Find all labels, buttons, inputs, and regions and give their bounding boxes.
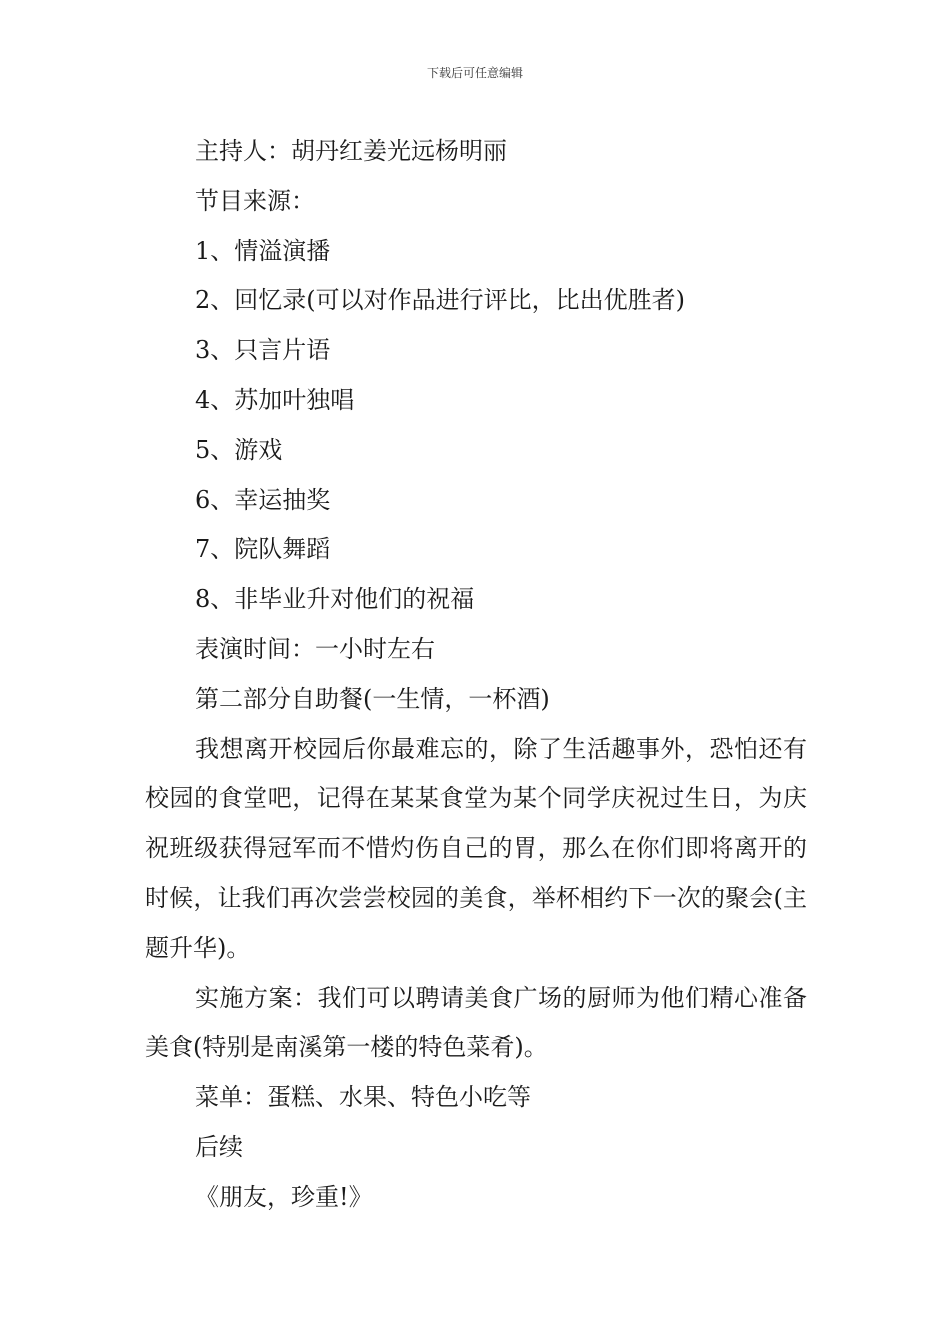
page-header-note: 下载后可任意编辑 [426, 66, 523, 80]
program-item-1: 1、情溢演播 [195, 236, 331, 265]
program-item-6: 6、幸运抽奖 [195, 485, 331, 514]
closing-title: 《朋友，珍重!》 [195, 1182, 373, 1211]
program-item-5: 5、游戏 [195, 435, 283, 464]
implementation-paragraph: 实施方案：我们可以聘请美食广场的厨师为他们精心准备美食(特别是南溪第一楼的特色菜肴)。 [145, 983, 807, 1062]
program-item-4: 4、苏加叶独唱 [195, 385, 355, 414]
buffet-paragraph: 我想离开校园后你最难忘的，除了生活趣事外，恐怕还有校园的食堂吧，记得在某某食堂为某个同学庆祝过生日，为庆祝班级获得冠军而不惜灼伤自己的胃，那么在你们即将离开的时候，让我们再次尝尝校园的美食，举杯相约下一次的聚会(主题升华)。 [145, 734, 807, 962]
program-source-heading: 节目来源： [195, 186, 315, 215]
program-item-7: 7、院队舞蹈 [195, 535, 331, 564]
host-line: 主持人：胡丹红姜光远杨明丽 [195, 137, 507, 165]
menu-line: 菜单：蛋糕、水果、特色小吃等 [195, 1083, 531, 1112]
document-body [145, 127, 807, 1223]
follow-up-heading: 后续 [195, 1132, 243, 1161]
program-item-8: 8、非毕业升对他们的祝福 [195, 585, 475, 614]
section-two-heading: 第二部分自助餐(一生情，一杯酒) [195, 684, 550, 713]
program-item-2: 2、回忆录(可以对作品进行评比，比出优胜者) [195, 286, 685, 315]
performance-time: 表演时间：一小时左右 [195, 634, 435, 663]
program-item-3: 3、只言片语 [195, 336, 331, 365]
